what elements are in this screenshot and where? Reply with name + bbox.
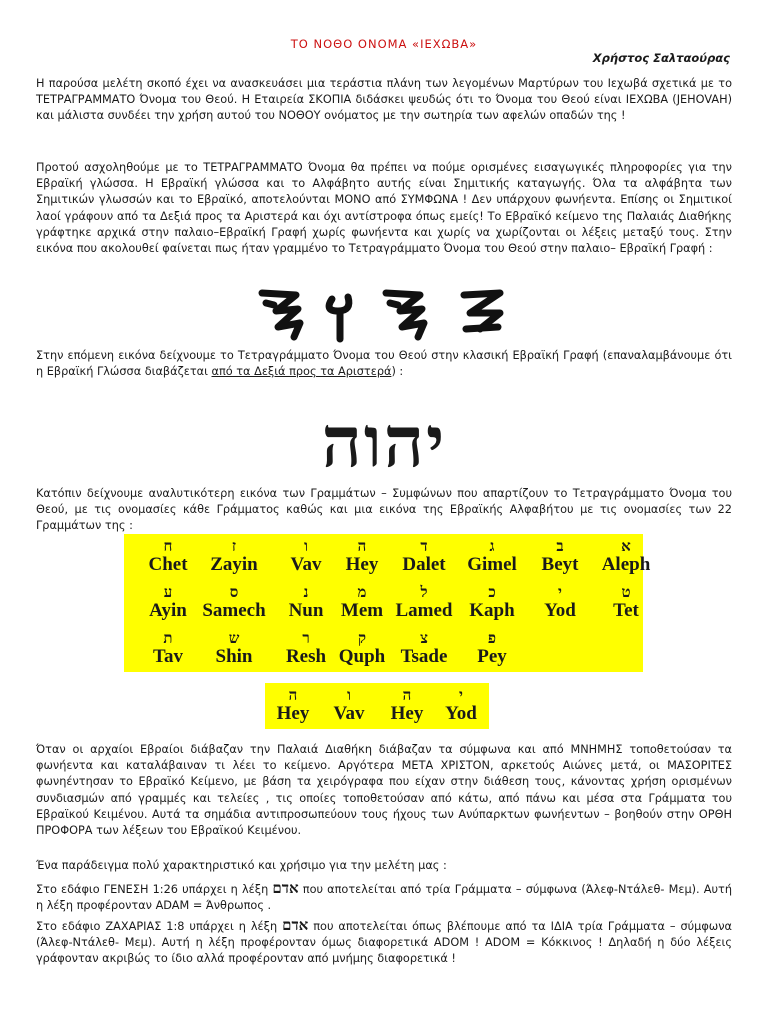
letter-name: Pey (477, 646, 507, 667)
alphabet-letter-shin (202, 630, 266, 668)
masorites-paragraph: Όταν οι αρχαίοι Εβραίοι διάβαζαν την Παλαιά Διαθήκη διάβαζαν τα σύμφωνα και από ΜΝΗΜΗΣ τοποθετούσαν τα φωνήεντα και καταλάβαιναν τι λέει το κείμενο. Αργότερα ΜΕΤΑ ΧΡΙΣΤΟΝ, αρκετούς Αιώνες μετά, οι ΜΑΣΟΡΙΤΕΣ φωνηέντησαν το Εβραϊκό Κείμενο, με βάση τα χειρόγραφα που είχαν στην διάθεση τους, κάνοντας χρήση ορισμένων συνδιασμών από γραμμές και τελείες , τις οποίες τοποθετούσαν από κάτω, από πάνω και μέσα στα Γράμματα του Εβραϊκού Κειμένου. Αυτά τα σημάδια αντιπροσωπεύουν τους ήχους των Ανύπαρκτων φωνήεντων – βοηθούν στην ΟΡΘΗ ΠΡΟΦΟΡΑ των λέξεων του Εβραϊκού Κειμένου. (36, 743, 732, 838)
hebrew-glyph: ש (228, 629, 240, 647)
alphabet-letter-tet (594, 584, 658, 622)
letter-name: Vav (333, 703, 365, 724)
hebrew-glyph: ל (420, 583, 428, 601)
hebrew-glyph: ד (420, 537, 428, 555)
author-name: Χρήστος Σαλταούρας (592, 51, 730, 65)
letter-name: Shin (215, 646, 253, 667)
classical-hebrew-paragraph: Στην επόμενη εικόνα δείχνουμε το Τετραγράμματο Όνομα του Θεού στην κλασική Εβραϊκή Γραφή (επαναλαμβάνουμε ότι η Εβραϊκή Γλώσσα διαβάζεται από τα Δεξιά προς τα Αριστερά) : (36, 349, 732, 379)
letter-name: Kaph (469, 600, 515, 621)
alphabet-letter-dalet (392, 538, 456, 576)
hebrew-alphabet-table (124, 534, 651, 672)
letter-name: Tet (613, 600, 639, 621)
alphabet-intro-paragraph: Κατόπιν δείχνουμε αναλυτικότερη εικόνα των Γραμμάτων – Συμφώνων που απαρτίζουν το Τετραγράμματο Όνομα του Θεού, με τις ονομασίες κάθε Γράμματος καθώς και μια εικόνα της Εβραϊκής Αλφαβήτου με τις ονομασίες των 22 Γραμμάτων της : (36, 487, 732, 533)
alphabet-letter-zayin (202, 538, 266, 576)
hebrew-glyph: נ (303, 583, 309, 601)
hebrew-glyph: ק (357, 629, 367, 647)
hebrew-glyph: י (558, 583, 562, 601)
alphabet-letter-aleph (594, 538, 658, 576)
letter-name: Zayin (210, 554, 258, 575)
letter-name: Beyt (541, 554, 579, 575)
hebrew-glyph: ו (347, 686, 351, 704)
alphabet-letter-mem (330, 584, 394, 622)
alphabet-letter-samech (202, 584, 266, 622)
letter-name: Yod (544, 600, 576, 621)
alphabet-letter-pey (460, 630, 524, 668)
letter-name: Gimel (467, 554, 517, 575)
letter-name: Hey (345, 554, 379, 575)
genesis-example-paragraph: Στο εδάφιο ΓΕΝΕΣΗ 1:26 υπάρχει η λέξη אדם που αποτελείται από τρία Γράμματα – σύμφωνα (Άλεφ-Ντάλεθ- Μεμ). Αυτή η λέξη προφέρονταν ADAM = Άνθρωπος . (36, 879, 732, 913)
letter-name: Dalet (402, 554, 446, 575)
square-hebrew-tetragrammaton: יהוה (321, 400, 447, 483)
alphabet-letter-hey (330, 538, 394, 576)
tetragram-letter-vav (323, 687, 375, 725)
hebrew-glyph: מ (357, 583, 367, 601)
letter-name: Quph (338, 646, 386, 667)
hebrew-glyph: ה (288, 686, 298, 704)
hebrew-glyph: ה (357, 537, 367, 555)
letter-name: Mem (340, 600, 384, 621)
hebrew-glyph: ה (402, 686, 412, 704)
adam-hebrew-word: אדם (272, 879, 299, 897)
letter-name: Tav (153, 646, 183, 667)
letter-name: Samech (202, 600, 266, 621)
letter-name: Nun (288, 600, 324, 621)
hebrew-glyph: כ (488, 583, 496, 601)
hebrew-glyph: ו (304, 537, 308, 555)
alphabet-letter-resh (274, 630, 338, 668)
letter-name: Lamed (395, 600, 453, 621)
alphabet-letter-vav (274, 538, 338, 576)
page-title: ΤΟ ΝΟΘΟ ΟΝΟΜΑ «ΙΕΧΩΒΑ» (290, 37, 478, 51)
letter-name: Aleph (601, 554, 651, 575)
alphabet-letter-tav (136, 630, 200, 668)
hebrew-glyph: ר (302, 629, 310, 647)
hebrew-glyph: א (621, 537, 631, 555)
hebrew-glyph: ת (163, 629, 173, 647)
hebrew-glyph: ב (556, 537, 564, 555)
alphabet-letter-ayin (136, 584, 200, 622)
hebrew-language-paragraph: Προτού ασχοληθούμε με το ΤΕΤΡΑΓΡΑΜΜΑΤΟ Όνομα θα πρέπει να πούμε ορισμένες εισαγωγικές πληροφορίες για την Εβραϊκή γλώσσα. Η Εβραϊκή γλώσσα και το Αλφάβητο αυτής είναι Σημιτικής καταγωγής. Όλα τα αλφάβητα των Σημιτικών γλωσσών και το Εβραϊκό, αποτελούνται ΜΟΝΟ από ΣΥΜΦΩΝΑ ! Δεν υπάρχουν φωνήεντα. Επίσης οι Σημιτικοί λαοί γράφουν από τα Δεξιά προς τα Αριστερά και όχι αντίστροφα όπως εμείς! Το Εβραϊκό κείμενο της Παλαιάς Διαθήκης γράφτηκε αρχικά στην παλαιο–Εβραϊκή Γραφή χωρίς φωνήεντα και χωρίς να χωρίζονται οι λέξεις μεταξύ τους. Στην εικόνα που ακολουθεί φαίνεται πως ήταν γραμμένο το Τετραγράμματο Όνομα του Θεού στην παλαιο– Εβραϊκή Γραφή : (36, 161, 732, 256)
alphabet-letter-beyt (528, 538, 592, 576)
tetragram-letter-yod (435, 687, 487, 725)
alphabet-letter-nun (274, 584, 338, 622)
letter-name: Ayin (149, 600, 187, 621)
alphabet-letter-gimel (460, 538, 524, 576)
tetragrammaton-letters-table (265, 683, 489, 729)
hebrew-glyph: ח (163, 537, 173, 555)
letter-name: Tsade (400, 646, 448, 667)
reading-direction-underlined: από τα Δεξιά προς τα Αριστερά (211, 365, 392, 379)
zechariah-example-paragraph: Στο εδάφιο ΖΑΧΑΡΙΑΣ 1:8 υπάρχει η λέξη אדם που αποτελείται όπως βλέπουμε από τα ΙΔΙΑ τρία Γράμματα – σύμφωνα (Άλεφ-Ντάλεθ- Μεμ). Αυτή η λέξη προφέρονταν όμως διαφορετικά ADOM ! ADOM = Κόκκινος ! Δηλαδή η δύο λέξεις γράφονταν ακριβώς το ίδιο αλλά προφέρονταν από μνήμης διαφορετικά ! (36, 916, 732, 966)
hebrew-glyph: ז (231, 537, 237, 555)
hebrew-glyph: ס (229, 583, 239, 601)
letter-name: Hey (390, 703, 424, 724)
alphabet-letter-lamed (392, 584, 456, 622)
tetragram-letter-hey (267, 687, 319, 725)
hebrew-glyph: י (459, 686, 463, 704)
alphabet-letter-kaph (460, 584, 524, 622)
intro-paragraph: Η παρούσα μελέτη σκοπό έχει να ανασκευάσει μια τεράστια πλάνη των λεγομένων Μαρτύρων του Ιεχωβά σχετικά με το ΤΕΤΡΑΓΡΑΜΜΑΤΟ Όνομα του Θεού. Η Εταιρεία ΣΚΟΠΙΑ διδάσκει ψευδώς ότι το Όνομα του Θεού είναι ΙΕΧΩΒΑ (JEHOVAH) και μάλιστα συνδέει την χρήση αυτού του ΝΟΘΟΥ ονόματος με την σωτηρία των αφελών οπαδών της ! (36, 77, 732, 123)
hebrew-glyph: צ (420, 629, 428, 647)
hebrew-glyph: ע (163, 583, 173, 601)
alphabet-letter-quph (330, 630, 394, 668)
alphabet-letter-tsade (392, 630, 456, 668)
alphabet-letter-chet (136, 538, 200, 576)
alphabet-letter-yod (528, 584, 592, 622)
letter-name: Resh (285, 646, 327, 667)
letter-name: Yod (445, 703, 477, 724)
paleo-hebrew-tetragrammaton-image (0, 285, 768, 349)
letter-name: Vav (290, 554, 322, 575)
adam-hebrew-word-2: אדם (282, 916, 309, 934)
letter-name: Chet (148, 554, 188, 575)
hebrew-glyph: ט (621, 583, 631, 601)
letter-name: Hey (276, 703, 310, 724)
tetragram-letter-hey (381, 687, 433, 725)
example-intro: Ένα παράδειγμα πολύ χαρακτηριστικό και χρήσιμο για την μελέτη μας : (36, 859, 447, 872)
hebrew-glyph: פ (487, 629, 497, 647)
hebrew-glyph: ג (489, 537, 495, 555)
